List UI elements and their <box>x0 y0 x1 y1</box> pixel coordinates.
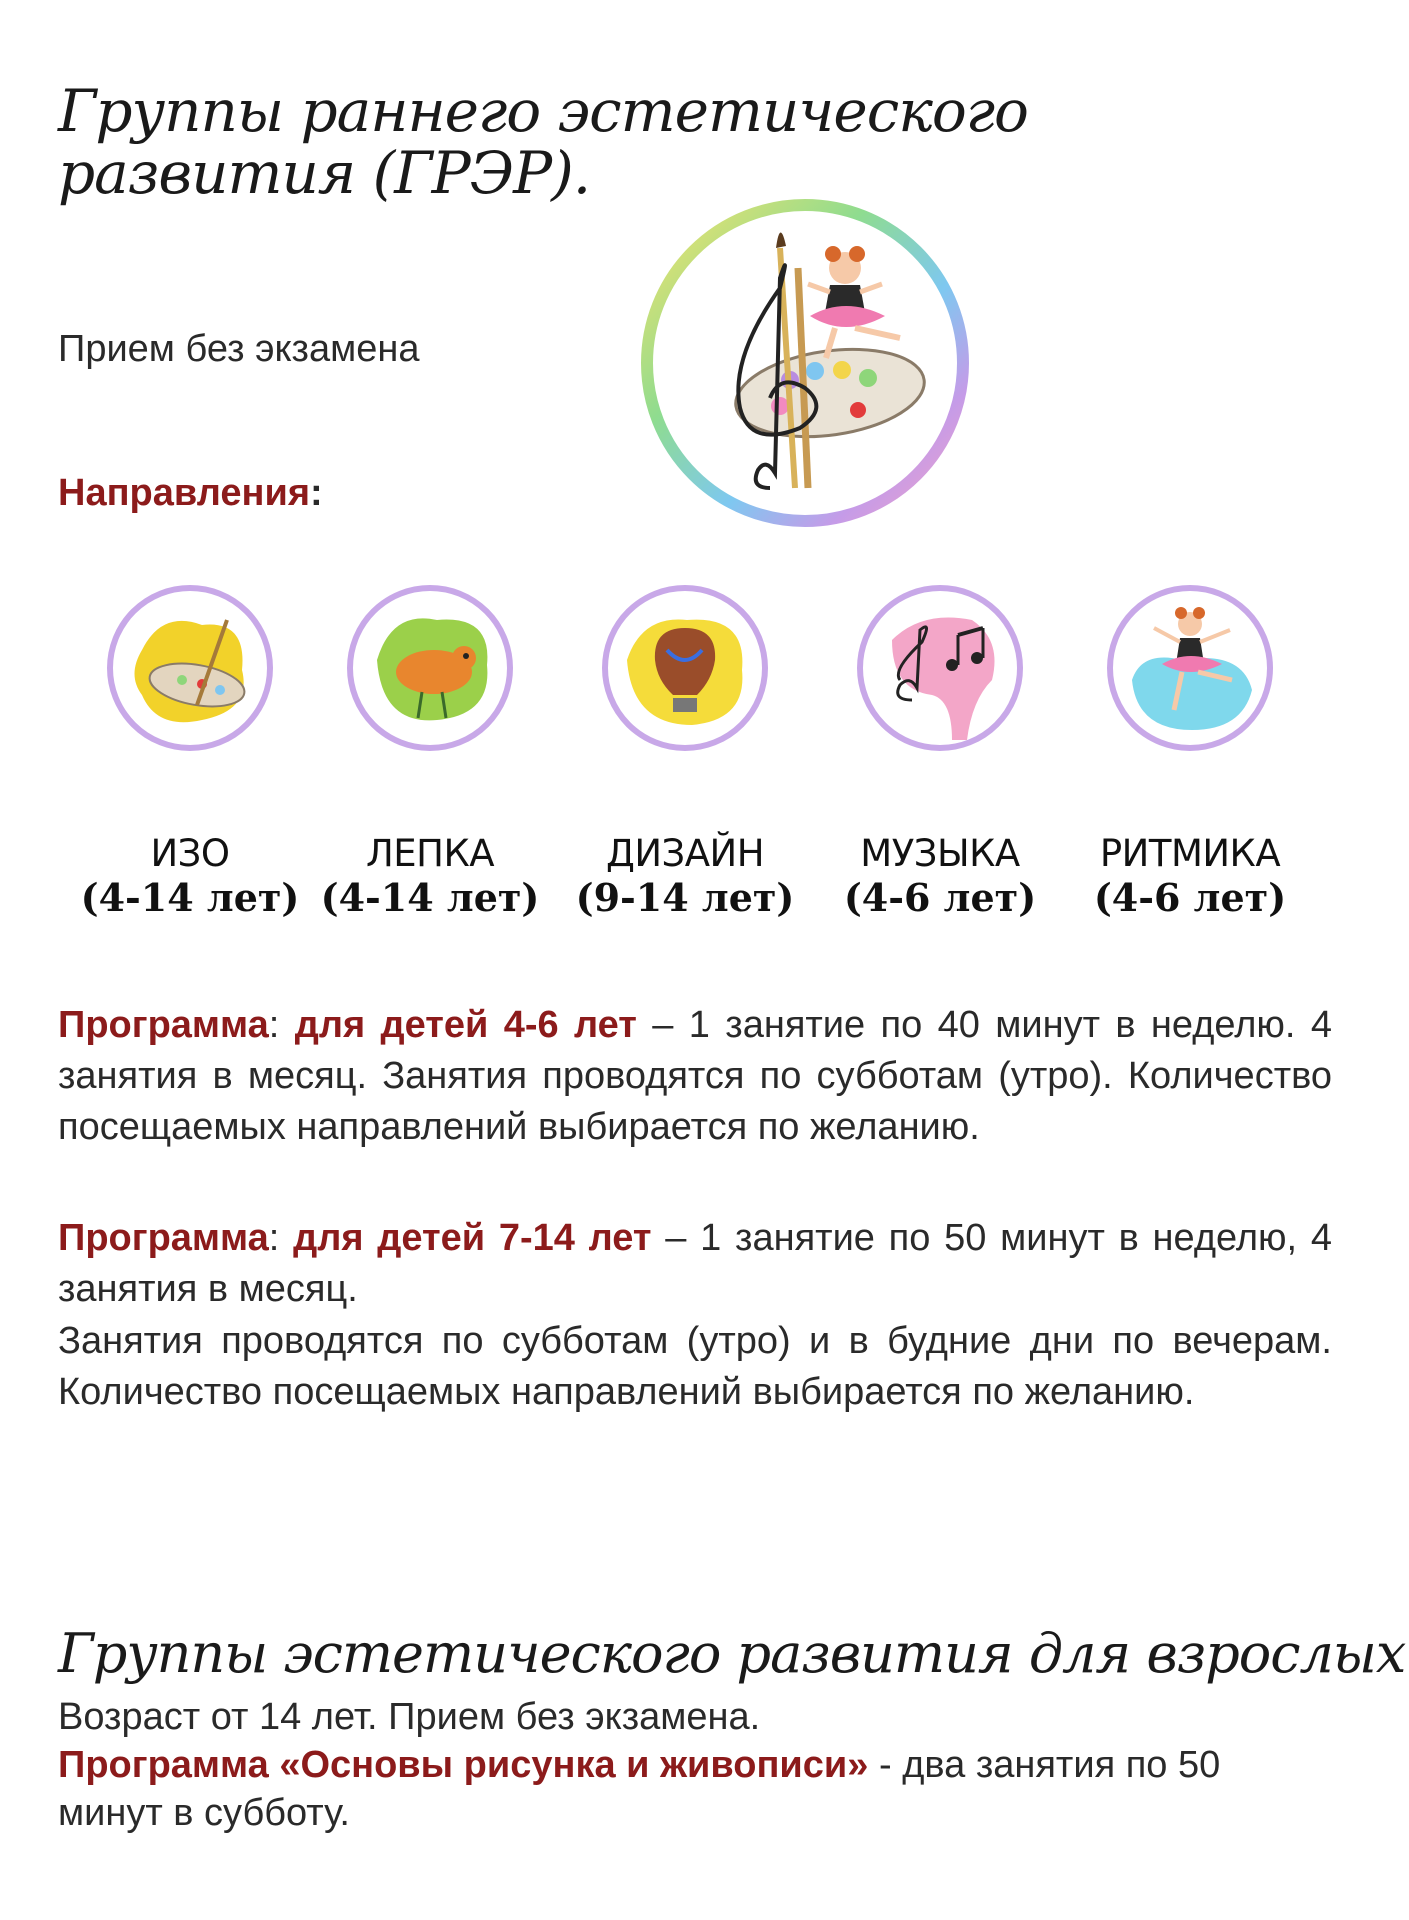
direction-name: ИЗО <box>150 832 230 875</box>
direction-age: (4-14 лет) <box>320 875 540 920</box>
adult-program <box>58 1741 1298 1837</box>
program-details: – 1 занятие по 50 минут в неделю, 4 занятия в месяц. <box>58 1217 1332 1310</box>
program-7-14 <box>58 1213 1332 1315</box>
lightbulb-icon <box>597 580 773 756</box>
program-7-14-schedule: Занятия проводятся по субботам (утро) и в будние дни по вечерам. Количество посещаемых направлений выбирается по желанию. <box>58 1320 1332 1413</box>
direction-name: РИТМИКА <box>1099 832 1281 875</box>
direction-dizain[interactable] <box>555 580 815 920</box>
directions-label: Направления <box>58 472 310 514</box>
program-details: – 1 занятие по 40 минут в неделю. 4 занятия в месяц. Занятия проводятся по субботам (утро). Количество посещаемых направлений выбирается по желанию. <box>58 1004 1332 1148</box>
directions-heading <box>58 472 323 515</box>
program-colon: : <box>268 1217 280 1259</box>
program-4-6 <box>58 1000 1332 1153</box>
program-audience: для детей 4-6 лет <box>294 1004 637 1046</box>
palette-icon <box>102 580 278 756</box>
direction-izo[interactable] <box>60 580 320 920</box>
music-notes-icon <box>852 580 1028 756</box>
page-title: Группы раннего эстетического развития (ГРЭР). <box>58 77 1028 207</box>
adult-section-title: Группы эстетического развития для взрослых <box>58 1622 1406 1685</box>
adult-age-text: Возраст от 14 лет. Прием без экзамена. <box>58 1696 761 1738</box>
program-colon: : <box>268 1004 280 1046</box>
direction-name: ДИЗАЙН <box>605 832 765 875</box>
ballerina-icon <box>1102 580 1278 756</box>
clay-bird-icon <box>342 580 518 756</box>
program-label: Программа <box>58 1004 269 1046</box>
admission-text: Прием без экзамена <box>58 328 420 370</box>
direction-age: (4-14 лет) <box>80 875 300 920</box>
direction-age: (9-14 лет) <box>575 875 795 920</box>
adult-program-details: - два занятия по 50 минут в субботу. <box>58 1744 1221 1834</box>
direction-name: ЛЕПКА <box>365 832 495 875</box>
direction-age: (4-6 лет) <box>843 875 1037 920</box>
direction-name: МУЗЫКА <box>860 832 1020 875</box>
direction-age: (4-6 лет) <box>1093 875 1287 920</box>
direction-muzyka[interactable] <box>810 580 1070 920</box>
adult-program-label: Программа «Основы рисунка и живописи» <box>58 1744 869 1786</box>
program-audience: для детей 7-14 лет <box>293 1217 652 1259</box>
program-label: Программа <box>58 1217 269 1259</box>
direction-ritmika[interactable] <box>1060 580 1320 920</box>
school-emblem-icon <box>630 188 980 538</box>
directions-colon: : <box>310 472 323 514</box>
direction-lepka[interactable] <box>300 580 560 920</box>
